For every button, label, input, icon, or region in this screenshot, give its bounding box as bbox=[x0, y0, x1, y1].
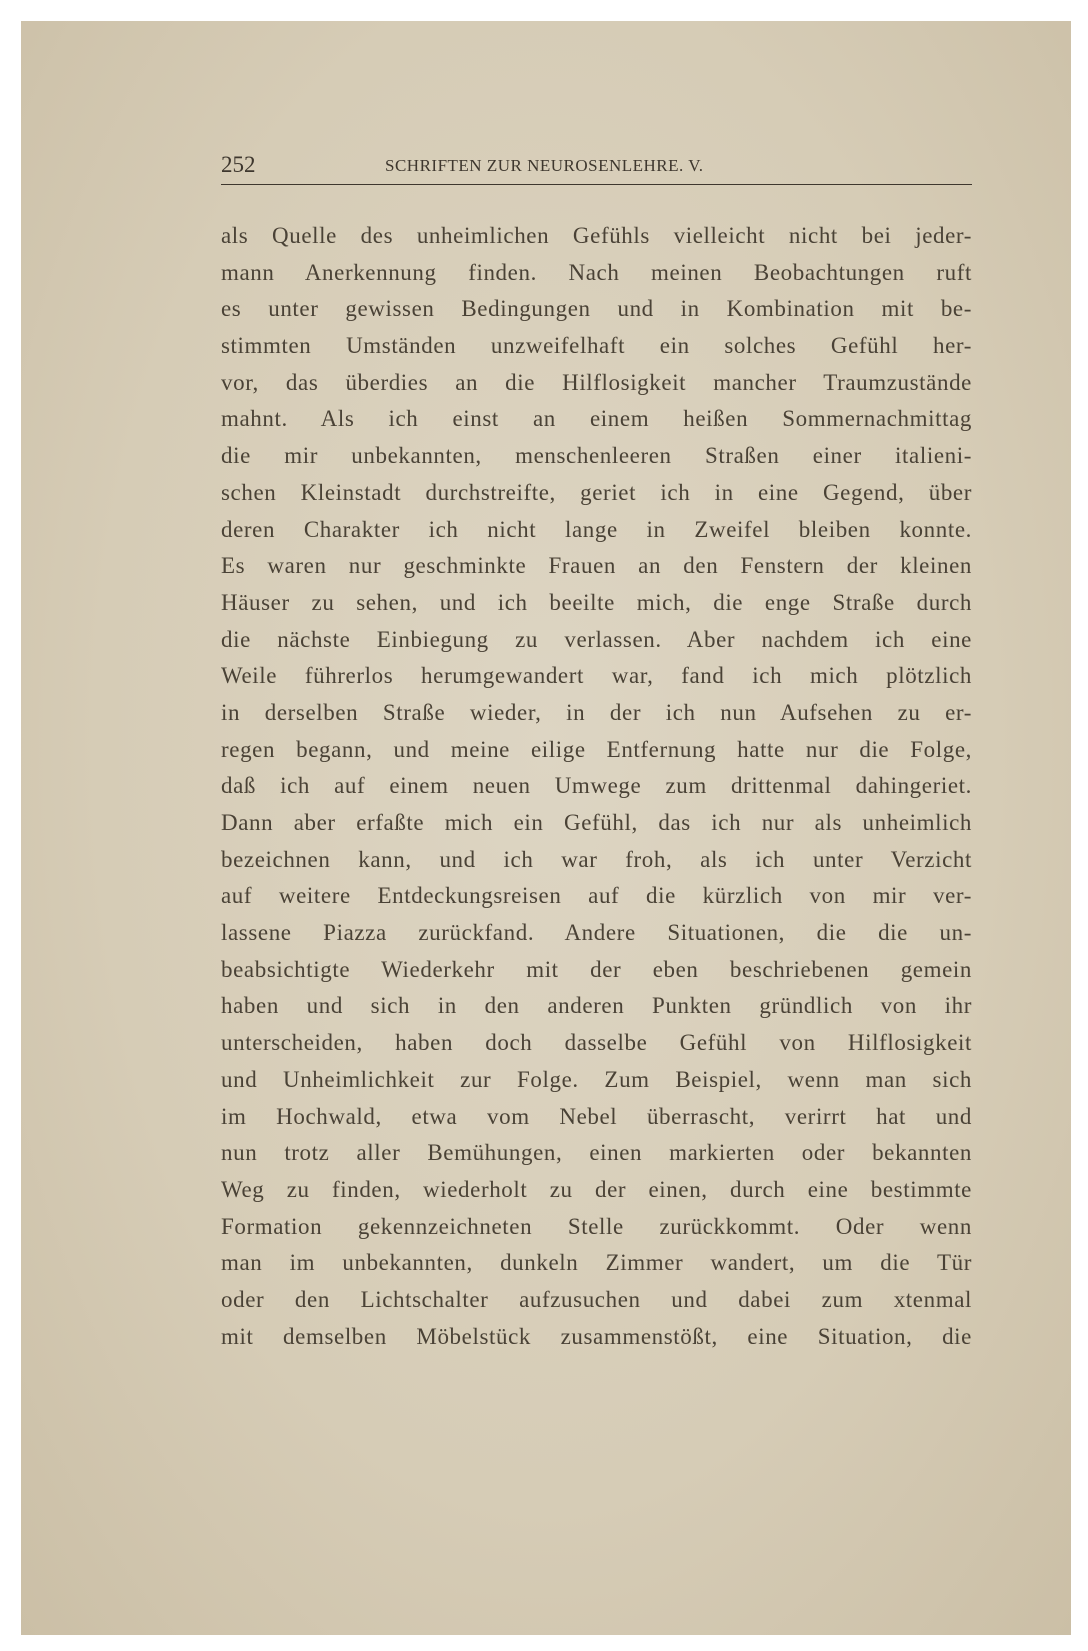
text-line: mahnt. Als ich einst an einem heißen Sommernachmittag bbox=[221, 406, 972, 432]
text-line: vor, das überdies an die Hilflosigkeit mancher Traumzustände bbox=[221, 369, 972, 395]
text-line: bezeichnen kann, und ich war froh, als ich unter Verzicht bbox=[221, 846, 972, 872]
page-number: 252 bbox=[221, 152, 256, 177]
text-line: oder den Lichtschalter aufzusuchen und dabei zum xtenmal bbox=[221, 1286, 972, 1312]
text-line: Formation gekennzeichneten Stelle zurückkommt. Oder wenn bbox=[221, 1213, 972, 1239]
text-line: haben und sich in den anderen Punkten gründlich von ihr bbox=[221, 993, 972, 1019]
running-head: SCHRIFTEN ZUR NEUROSENLEHRE. V. bbox=[385, 156, 704, 175]
text-line: mann Anerkennung finden. Nach meinen Beobachtungen ruft bbox=[221, 259, 972, 285]
text-line: lassene Piazza zurückfand. Andere Situationen, die die un- bbox=[221, 920, 972, 946]
text-line: die nächste Einbiegung zu verlassen. Aber nachdem ich eine bbox=[221, 626, 972, 652]
text-line: mit demselben Möbelstück zusammenstößt, eine Situation, die bbox=[221, 1323, 972, 1349]
text-line: auf weitere Entdeckungsreisen auf die kürzlich von mir ver- bbox=[221, 883, 972, 909]
text-line: als Quelle des unheimlichen Gefühls vielleicht nicht bei jeder- bbox=[221, 223, 972, 248]
text-line: und Unheimlichkeit zur Folge. Zum Beispiel, wenn man sich bbox=[221, 1066, 972, 1092]
text-line: unterscheiden, haben doch dasselbe Gefühl von Hilflosigkeit bbox=[221, 1030, 972, 1056]
text-line: Weile führerlos herumgewandert war, fand ich mich plötzlich bbox=[221, 663, 972, 689]
text-line: die mir unbekannten, menschenleeren Straßen einer italieni- bbox=[221, 443, 972, 469]
text-line: deren Charakter ich nicht lange in Zweifel bleiben konnte. bbox=[221, 516, 972, 542]
text-line: Dann aber erfaßte mich ein Gefühl, das ich nur als unheimlich bbox=[221, 810, 972, 835]
text-line: stimmten Umständen unzweifelhaft ein solches Gefühl her- bbox=[221, 333, 972, 359]
body-text bbox=[221, 218, 972, 1355]
text-line: es unter gewissen Bedingungen und in Kombination mit be- bbox=[221, 296, 972, 322]
text-line: Häuser zu sehen, und ich beeilte mich, die enge Straße durch bbox=[221, 589, 972, 615]
text-line: daß ich auf einem neuen Umwege zum drittenmal dahingeriet. bbox=[221, 773, 972, 799]
text-line: Es waren nur geschminkte Frauen an den Fenstern der kleinen bbox=[221, 553, 972, 579]
text-line: in derselben Straße wieder, in der ich nun Aufsehen zu er- bbox=[221, 699, 972, 725]
text-line: man im unbekannten, dunkeln Zimmer wandert, um die Tür bbox=[221, 1250, 972, 1276]
text-line: regen begann, und meine eilige Entfernung hatte nur die Folge, bbox=[221, 736, 972, 762]
text-line: schen Kleinstadt durchstreifte, geriet ich in eine Gegend, über bbox=[221, 479, 972, 505]
text-line: Weg zu finden, wiederholt zu der einen, durch eine bestimmte bbox=[221, 1176, 972, 1202]
page-header bbox=[221, 152, 972, 185]
text-line: nun trotz aller Bemühungen, einen markierten oder bekannten bbox=[221, 1140, 972, 1166]
text-line: im Hochwald, etwa vom Nebel überrascht, verirrt hat und bbox=[221, 1103, 972, 1129]
text-line: beabsichtigte Wiederkehr mit der eben beschriebenen gemein bbox=[221, 956, 972, 982]
